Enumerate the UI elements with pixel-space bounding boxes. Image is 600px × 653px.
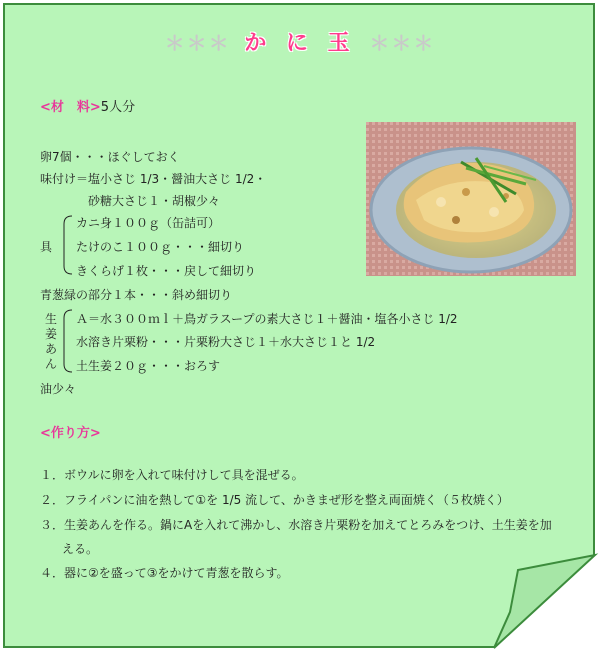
ingredient-oil: 油少々 [40, 382, 77, 396]
method-step: ２．フライパンに油を熱して①を 1/5 流して、かきまぜ形を整え両面焼く（５枚焼く） [40, 493, 509, 507]
gu-item-kikurage: きくらげ１枚・・・戻して細切り [76, 264, 257, 278]
title-text: か に 玉 [244, 31, 356, 56]
method-step: １．ボウルに卵を入れて味付けして具を混ぜる。 [40, 468, 304, 482]
dish-photo [366, 122, 576, 276]
method-step: ３．生姜あんを作る。鍋にAを入れて沸かし、水溶き片栗粉を加えてとろみをつけ、土生姜を加 [40, 518, 552, 532]
gu-label: 具 [40, 240, 53, 254]
method-step-cont: える。 [62, 542, 99, 556]
ingredient-negi: 青葱緑の部分１本・・・斜め細切り [40, 288, 233, 302]
ingredients-heading [40, 96, 135, 115]
ginger-an-char: ん [44, 357, 57, 371]
gu-item-crab: カニ身１００ｇ（缶詰可） [76, 216, 221, 230]
servings: 5人分 [100, 100, 136, 115]
ginger-an-item-ginger: 土生姜２０ｇ・・・おろす [76, 359, 221, 373]
gu-item-bamboo: たけのこ１００ｇ・・・細切り [76, 240, 245, 254]
ginger-an-char: 姜 [44, 327, 57, 341]
ingredient-eggs: 卵7個・・・ほぐしておく [40, 150, 180, 164]
ingredients-heading-label: <材 料> [40, 100, 101, 115]
ginger-an-char: 生 [44, 312, 57, 326]
title-stars-right: ＊＊＊ [369, 31, 436, 55]
ginger-an-item-starch: 水溶き片栗粉・・・片栗粉大さじ１＋水大さじ１と 1/2 [76, 335, 376, 349]
method-step: ４．器に②を盛って③をかけて青葱を散らす。 [40, 566, 289, 580]
ginger-an-bracket [60, 308, 74, 374]
ginger-an-label [44, 312, 58, 372]
ginger-an-item-a: Ａ＝水３００ｍｌ＋鳥ガラスープの素大さじ１＋醤油・塩各小さじ 1/2 [76, 312, 458, 326]
title-stars-left: ＊＊＊ [164, 31, 231, 55]
ingredient-seasoning-cont: 砂糖大さじ１・胡椒少々 [88, 194, 221, 208]
ginger-an-char: あ [44, 342, 57, 356]
recipe-title [0, 26, 600, 57]
method-heading: <作り方> [40, 426, 101, 441]
ingredient-seasoning: 味付け＝塩小さじ 1/3・醤油大さじ 1/2・ [40, 172, 267, 186]
gu-bracket [60, 214, 74, 276]
